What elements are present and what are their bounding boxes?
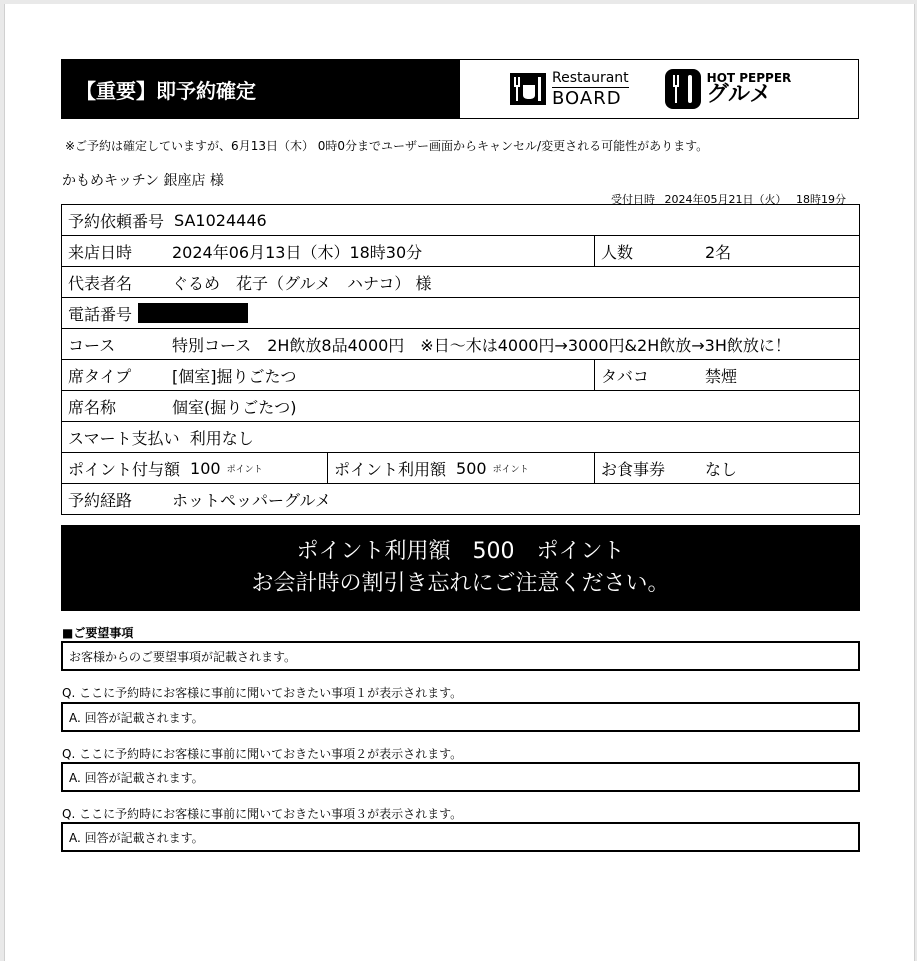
point-grant-unit: ポイント (226, 464, 263, 475)
hot-pepper-bottom: グルメ (706, 82, 772, 107)
meal-ticket-label: お食事券 (601, 459, 666, 479)
row-route (61, 484, 860, 515)
request-number-value: SA1024446 (174, 210, 267, 230)
received-time: 18時19分 (796, 193, 846, 206)
received-label: 受付日時 (611, 193, 655, 206)
row-visit (61, 236, 860, 267)
point-reminder-banner (61, 525, 860, 611)
tobacco-value: 禁煙 (705, 366, 738, 386)
visit-label: 来店日時 (68, 242, 133, 262)
answer-2: A. 回答が記載されます。 (61, 762, 860, 792)
representative-value: ぐるめ 花子（グルメ ハナコ） 様 (172, 273, 432, 293)
row-request-number (61, 205, 860, 236)
received-date: 2024年05月21日（火） (664, 193, 787, 206)
answer-3: A. 回答が記載されます。 (61, 822, 860, 852)
hot-pepper-logo (665, 69, 792, 109)
question-2: Q. ここに予約時にお客様に事前に聞いておきたい事項２が表示されます。 (62, 747, 463, 761)
course-label: コース (68, 335, 116, 355)
people-label: 人数 (601, 242, 634, 262)
hot-pepper-icon (665, 69, 701, 109)
seat-type-label: 席タイプ (68, 366, 132, 386)
tobacco-label: タバコ (601, 366, 649, 386)
phone-label: 電話番号 (68, 304, 133, 324)
smart-pay-value: 利用なし (189, 428, 254, 448)
logos (460, 60, 858, 118)
meal-ticket-value: なし (705, 459, 738, 479)
row-seat-name (61, 391, 860, 422)
row-points (61, 453, 860, 484)
point-grant-label: ポイント付与額 (68, 459, 181, 479)
row-course (61, 329, 860, 360)
answer-1: A. 回答が記載されます。 (61, 702, 860, 732)
point-grant-value: 100 (190, 458, 221, 478)
seat-name-label: 席名称 (68, 397, 117, 417)
visit-value: 2024年06月13日（木）18時30分 (172, 242, 423, 262)
restaurant-board-bottom: BOARD (552, 87, 622, 109)
point-use-label: ポイント利用額 (334, 459, 447, 479)
point-use-value: 500 (456, 458, 487, 478)
course-value: 特別コース 2H飲放8品4000円 ※日～木は4000円→3000円&2H飲放→3H飲放に！ (172, 335, 791, 355)
document-title: 【重要】即予約確定 (62, 60, 460, 118)
restaurant-board-logo (510, 71, 629, 108)
seat-name-value: 個室(掘りごたつ) (172, 397, 297, 417)
point-use-unit: ポイント (492, 464, 529, 475)
row-seat-type (61, 360, 860, 391)
requests-box: お客様からのご要望事項が記載されます。 (61, 641, 860, 671)
row-smart-pay (61, 422, 860, 453)
reservation-document (4, 4, 915, 961)
restaurant-board-top: Restaurant (552, 69, 629, 86)
row-phone (61, 298, 860, 329)
row-representative (61, 267, 860, 298)
question-3: Q. ここに予約時にお客様に事前に聞いておきたい事項３が表示されます。 (62, 807, 463, 821)
route-value: ホットペッパーグルメ (172, 490, 332, 510)
smart-pay-label: スマート支払い (68, 428, 180, 448)
restaurant-board-icon (510, 71, 546, 107)
people-value: 2名 (705, 242, 732, 262)
hot-pepper-top: HOT PEPPER (706, 71, 792, 85)
phone-redacted (138, 303, 248, 323)
seat-type-value: [個室]掘りごたつ (172, 366, 297, 386)
reservation-info-table (61, 204, 860, 515)
header (61, 59, 859, 119)
representative-label: 代表者名 (68, 273, 133, 293)
question-1: Q. ここに予約時にお客様に事前に聞いておきたい事項１が表示されます。 (62, 686, 463, 700)
request-number-label: 予約依頼番号 (68, 211, 165, 231)
shop-name: かもめキッチン 銀座店 様 (62, 173, 224, 189)
requests-title: ■ご要望事項 (62, 626, 134, 640)
banner-line-1: ポイント利用額 500 ポイント (296, 539, 625, 564)
banner-line-2: お会計時の割引き忘れにご注意ください。 (251, 571, 670, 596)
route-label: 予約経路 (68, 490, 133, 510)
cancel-notice: ※ご予約は確定していますが、6月13日（木） 0時0分までユーザー画面からキャンセル/変更される可能性があります。 (65, 139, 709, 153)
